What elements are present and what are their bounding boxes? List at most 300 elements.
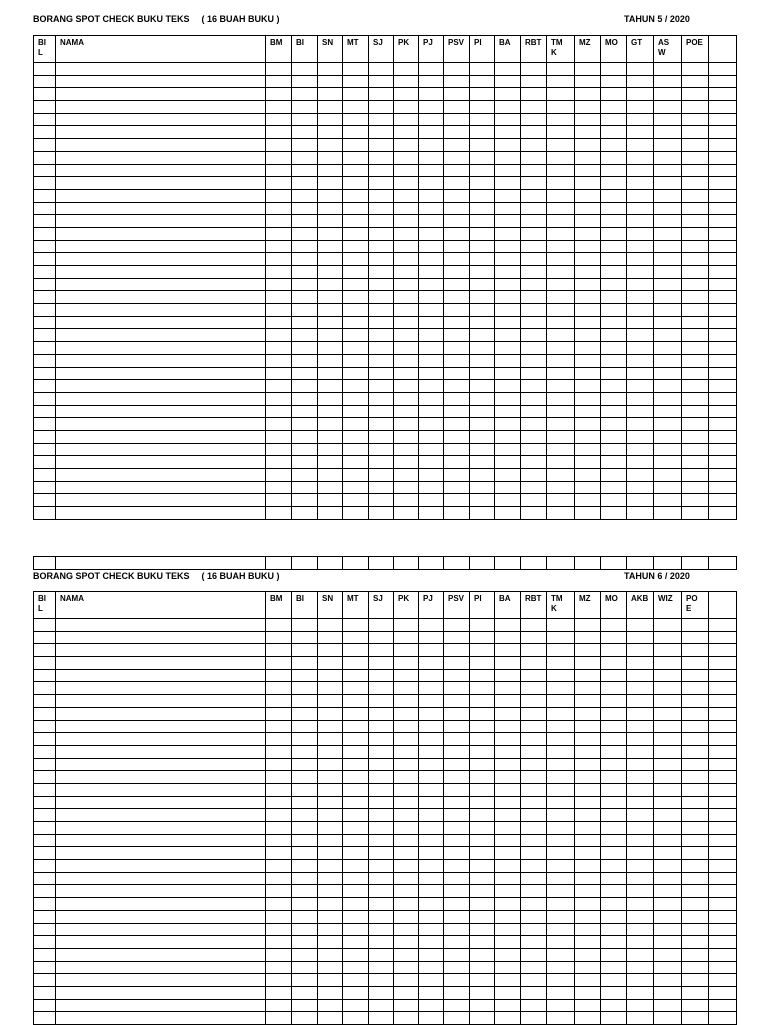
entry-cell[interactable] (292, 974, 318, 987)
entry-cell[interactable] (601, 469, 627, 482)
entry-cell[interactable] (709, 669, 737, 682)
entry-cell[interactable] (56, 443, 266, 456)
entry-cell[interactable] (444, 469, 470, 482)
entry-cell[interactable] (419, 405, 444, 418)
entry-cell[interactable] (601, 75, 627, 88)
entry-cell[interactable] (56, 342, 266, 355)
entry-cell[interactable] (56, 430, 266, 443)
entry-cell[interactable] (292, 113, 318, 126)
entry-cell[interactable] (521, 885, 547, 898)
entry-cell[interactable] (601, 910, 627, 923)
entry-cell[interactable] (682, 669, 709, 682)
entry-cell[interactable] (654, 936, 682, 949)
entry-cell[interactable] (318, 796, 343, 809)
entry-cell[interactable] (369, 469, 394, 482)
entry-cell[interactable] (266, 834, 292, 847)
entry-cell[interactable] (547, 101, 575, 114)
entry-cell[interactable] (575, 202, 601, 215)
entry-cell[interactable] (343, 189, 369, 202)
entry-cell[interactable] (56, 771, 266, 784)
entry-cell[interactable] (495, 669, 521, 682)
entry-cell[interactable] (318, 177, 343, 190)
entry-cell[interactable] (34, 101, 56, 114)
entry-cell[interactable] (495, 430, 521, 443)
entry-cell[interactable] (654, 999, 682, 1012)
entry-cell[interactable] (419, 456, 444, 469)
entry-cell[interactable] (575, 329, 601, 342)
entry-cell[interactable] (444, 392, 470, 405)
entry-cell[interactable] (318, 631, 343, 644)
entry-cell[interactable] (292, 822, 318, 835)
entry-cell[interactable] (343, 481, 369, 494)
entry-cell[interactable] (34, 557, 56, 570)
entry-cell[interactable] (601, 494, 627, 507)
entry-cell[interactable] (547, 847, 575, 860)
entry-cell[interactable] (419, 342, 444, 355)
entry-cell[interactable] (709, 822, 737, 835)
entry-cell[interactable] (547, 910, 575, 923)
entry-cell[interactable] (343, 707, 369, 720)
entry-cell[interactable] (495, 75, 521, 88)
entry-cell[interactable] (601, 266, 627, 279)
entry-cell[interactable] (627, 164, 654, 177)
entry-cell[interactable] (444, 923, 470, 936)
entry-cell[interactable] (575, 354, 601, 367)
entry-cell[interactable] (682, 707, 709, 720)
entry-cell[interactable] (547, 809, 575, 822)
entry-cell[interactable] (34, 291, 56, 304)
entry-cell[interactable] (444, 783, 470, 796)
entry-cell[interactable] (709, 215, 737, 228)
entry-cell[interactable] (627, 771, 654, 784)
entry-cell[interactable] (601, 392, 627, 405)
entry-cell[interactable] (547, 557, 575, 570)
entry-cell[interactable] (601, 430, 627, 443)
entry-cell[interactable] (682, 923, 709, 936)
entry-cell[interactable] (292, 189, 318, 202)
entry-cell[interactable] (318, 961, 343, 974)
entry-cell[interactable] (343, 733, 369, 746)
entry-cell[interactable] (682, 657, 709, 670)
entry-cell[interactable] (34, 834, 56, 847)
entry-cell[interactable] (318, 507, 343, 520)
entry-cell[interactable] (419, 253, 444, 266)
entry-cell[interactable] (56, 644, 266, 657)
entry-cell[interactable] (627, 796, 654, 809)
entry-cell[interactable] (318, 278, 343, 291)
entry-cell[interactable] (682, 631, 709, 644)
entry-cell[interactable] (318, 101, 343, 114)
entry-cell[interactable] (318, 809, 343, 822)
entry-cell[interactable] (419, 695, 444, 708)
entry-cell[interactable] (709, 872, 737, 885)
entry-cell[interactable] (419, 494, 444, 507)
entry-cell[interactable] (34, 494, 56, 507)
entry-cell[interactable] (547, 63, 575, 76)
entry-cell[interactable] (394, 278, 419, 291)
entry-cell[interactable] (292, 291, 318, 304)
entry-cell[interactable] (394, 948, 419, 961)
entry-cell[interactable] (575, 910, 601, 923)
entry-cell[interactable] (266, 999, 292, 1012)
entry-cell[interactable] (292, 733, 318, 746)
entry-cell[interactable] (343, 266, 369, 279)
entry-cell[interactable] (495, 707, 521, 720)
entry-cell[interactable] (575, 557, 601, 570)
entry-cell[interactable] (444, 367, 470, 380)
entry-cell[interactable] (654, 189, 682, 202)
entry-cell[interactable] (547, 961, 575, 974)
entry-cell[interactable] (682, 354, 709, 367)
entry-cell[interactable] (627, 63, 654, 76)
entry-cell[interactable] (343, 253, 369, 266)
entry-cell[interactable] (56, 682, 266, 695)
entry-cell[interactable] (470, 695, 495, 708)
entry-cell[interactable] (709, 240, 737, 253)
entry-cell[interactable] (266, 809, 292, 822)
entry-cell[interactable] (318, 720, 343, 733)
entry-cell[interactable] (521, 316, 547, 329)
entry-cell[interactable] (34, 304, 56, 317)
entry-cell[interactable] (654, 139, 682, 152)
entry-cell[interactable] (654, 469, 682, 482)
entry-cell[interactable] (601, 720, 627, 733)
entry-cell[interactable] (318, 75, 343, 88)
entry-cell[interactable] (56, 745, 266, 758)
entry-cell[interactable] (547, 619, 575, 632)
entry-cell[interactable] (56, 63, 266, 76)
entry-cell[interactable] (444, 631, 470, 644)
entry-cell[interactable] (318, 456, 343, 469)
entry-cell[interactable] (34, 885, 56, 898)
entry-cell[interactable] (369, 758, 394, 771)
entry-cell[interactable] (56, 88, 266, 101)
entry-cell[interactable] (34, 316, 56, 329)
entry-cell[interactable] (292, 405, 318, 418)
entry-cell[interactable] (419, 75, 444, 88)
entry-cell[interactable] (444, 456, 470, 469)
entry-cell[interactable] (292, 936, 318, 949)
entry-cell[interactable] (521, 164, 547, 177)
entry-cell[interactable] (343, 494, 369, 507)
entry-cell[interactable] (470, 657, 495, 670)
entry-cell[interactable] (266, 847, 292, 860)
entry-cell[interactable] (369, 392, 394, 405)
entry-cell[interactable] (709, 707, 737, 720)
entry-cell[interactable] (419, 783, 444, 796)
entry-cell[interactable] (654, 380, 682, 393)
entry-cell[interactable] (369, 885, 394, 898)
entry-cell[interactable] (444, 177, 470, 190)
entry-cell[interactable] (495, 771, 521, 784)
entry-cell[interactable] (266, 88, 292, 101)
entry-cell[interactable] (495, 215, 521, 228)
entry-cell[interactable] (343, 430, 369, 443)
entry-cell[interactable] (470, 481, 495, 494)
entry-cell[interactable] (521, 974, 547, 987)
entry-cell[interactable] (709, 986, 737, 999)
entry-cell[interactable] (682, 986, 709, 999)
entry-cell[interactable] (682, 898, 709, 911)
entry-cell[interactable] (654, 619, 682, 632)
entry-cell[interactable] (444, 202, 470, 215)
entry-cell[interactable] (470, 75, 495, 88)
entry-cell[interactable] (709, 771, 737, 784)
entry-cell[interactable] (682, 151, 709, 164)
entry-cell[interactable] (266, 644, 292, 657)
entry-cell[interactable] (682, 392, 709, 405)
entry-cell[interactable] (682, 809, 709, 822)
entry-cell[interactable] (547, 733, 575, 746)
entry-cell[interactable] (521, 469, 547, 482)
entry-cell[interactable] (709, 75, 737, 88)
entry-cell[interactable] (34, 443, 56, 456)
entry-cell[interactable] (292, 872, 318, 885)
entry-cell[interactable] (56, 354, 266, 367)
entry-cell[interactable] (654, 291, 682, 304)
entry-cell[interactable] (547, 227, 575, 240)
entry-cell[interactable] (470, 456, 495, 469)
entry-cell[interactable] (521, 430, 547, 443)
entry-cell[interactable] (34, 354, 56, 367)
entry-cell[interactable] (627, 405, 654, 418)
entry-cell[interactable] (343, 227, 369, 240)
entry-cell[interactable] (266, 948, 292, 961)
entry-cell[interactable] (709, 456, 737, 469)
entry-cell[interactable] (394, 215, 419, 228)
entry-cell[interactable] (575, 392, 601, 405)
entry-cell[interactable] (34, 695, 56, 708)
entry-cell[interactable] (369, 164, 394, 177)
entry-cell[interactable] (521, 631, 547, 644)
entry-cell[interactable] (34, 847, 56, 860)
entry-cell[interactable] (292, 304, 318, 317)
entry-cell[interactable] (682, 910, 709, 923)
entry-cell[interactable] (343, 367, 369, 380)
entry-cell[interactable] (419, 758, 444, 771)
entry-cell[interactable] (444, 189, 470, 202)
entry-cell[interactable] (292, 986, 318, 999)
entry-cell[interactable] (547, 494, 575, 507)
entry-cell[interactable] (444, 1012, 470, 1025)
entry-cell[interactable] (575, 847, 601, 860)
entry-cell[interactable] (470, 796, 495, 809)
entry-cell[interactable] (394, 177, 419, 190)
entry-cell[interactable] (575, 430, 601, 443)
entry-cell[interactable] (709, 113, 737, 126)
entry-cell[interactable] (627, 986, 654, 999)
entry-cell[interactable] (470, 418, 495, 431)
entry-cell[interactable] (343, 910, 369, 923)
entry-cell[interactable] (601, 316, 627, 329)
entry-cell[interactable] (682, 101, 709, 114)
entry-cell[interactable] (292, 796, 318, 809)
entry-cell[interactable] (444, 291, 470, 304)
entry-cell[interactable] (266, 986, 292, 999)
entry-cell[interactable] (419, 796, 444, 809)
entry-cell[interactable] (547, 456, 575, 469)
entry-cell[interactable] (444, 418, 470, 431)
entry-cell[interactable] (266, 202, 292, 215)
entry-cell[interactable] (682, 456, 709, 469)
entry-cell[interactable] (34, 936, 56, 949)
entry-cell[interactable] (292, 316, 318, 329)
entry-cell[interactable] (56, 733, 266, 746)
entry-cell[interactable] (56, 469, 266, 482)
entry-cell[interactable] (495, 88, 521, 101)
entry-cell[interactable] (682, 872, 709, 885)
entry-cell[interactable] (682, 113, 709, 126)
entry-cell[interactable] (419, 215, 444, 228)
entry-cell[interactable] (34, 986, 56, 999)
entry-cell[interactable] (654, 507, 682, 520)
entry-cell[interactable] (266, 974, 292, 987)
entry-cell[interactable] (343, 872, 369, 885)
entry-cell[interactable] (444, 240, 470, 253)
entry-cell[interactable] (547, 745, 575, 758)
entry-cell[interactable] (601, 189, 627, 202)
entry-cell[interactable] (627, 657, 654, 670)
entry-cell[interactable] (266, 860, 292, 873)
entry-cell[interactable] (369, 961, 394, 974)
entry-cell[interactable] (394, 695, 419, 708)
entry-cell[interactable] (654, 177, 682, 190)
entry-cell[interactable] (266, 342, 292, 355)
entry-cell[interactable] (369, 291, 394, 304)
entry-cell[interactable] (343, 682, 369, 695)
entry-cell[interactable] (709, 494, 737, 507)
entry-cell[interactable] (682, 240, 709, 253)
entry-cell[interactable] (266, 101, 292, 114)
entry-cell[interactable] (682, 469, 709, 482)
entry-cell[interactable] (495, 456, 521, 469)
entry-cell[interactable] (601, 974, 627, 987)
entry-cell[interactable] (627, 75, 654, 88)
entry-cell[interactable] (575, 986, 601, 999)
entry-cell[interactable] (521, 227, 547, 240)
entry-cell[interactable] (709, 304, 737, 317)
entry-cell[interactable] (343, 329, 369, 342)
entry-cell[interactable] (627, 923, 654, 936)
entry-cell[interactable] (470, 834, 495, 847)
entry-cell[interactable] (495, 695, 521, 708)
entry-cell[interactable] (575, 999, 601, 1012)
entry-cell[interactable] (369, 253, 394, 266)
entry-cell[interactable] (547, 507, 575, 520)
entry-cell[interactable] (627, 481, 654, 494)
entry-cell[interactable] (318, 126, 343, 139)
entry-cell[interactable] (547, 151, 575, 164)
entry-cell[interactable] (470, 430, 495, 443)
entry-cell[interactable] (601, 847, 627, 860)
entry-cell[interactable] (495, 139, 521, 152)
entry-cell[interactable] (56, 834, 266, 847)
entry-cell[interactable] (266, 507, 292, 520)
entry-cell[interactable] (318, 707, 343, 720)
entry-cell[interactable] (575, 164, 601, 177)
entry-cell[interactable] (495, 291, 521, 304)
entry-cell[interactable] (521, 278, 547, 291)
entry-cell[interactable] (318, 88, 343, 101)
entry-cell[interactable] (575, 682, 601, 695)
entry-cell[interactable] (521, 126, 547, 139)
entry-cell[interactable] (266, 758, 292, 771)
entry-cell[interactable] (318, 771, 343, 784)
entry-cell[interactable] (394, 898, 419, 911)
entry-cell[interactable] (521, 682, 547, 695)
entry-cell[interactable] (654, 164, 682, 177)
entry-cell[interactable] (654, 885, 682, 898)
entry-cell[interactable] (419, 202, 444, 215)
entry-cell[interactable] (369, 822, 394, 835)
entry-cell[interactable] (470, 999, 495, 1012)
entry-cell[interactable] (56, 631, 266, 644)
entry-cell[interactable] (495, 720, 521, 733)
entry-cell[interactable] (34, 961, 56, 974)
entry-cell[interactable] (547, 644, 575, 657)
entry-cell[interactable] (547, 1012, 575, 1025)
entry-cell[interactable] (521, 999, 547, 1012)
entry-cell[interactable] (470, 291, 495, 304)
entry-cell[interactable] (318, 240, 343, 253)
entry-cell[interactable] (292, 63, 318, 76)
entry-cell[interactable] (56, 215, 266, 228)
entry-cell[interactable] (601, 253, 627, 266)
entry-cell[interactable] (318, 758, 343, 771)
entry-cell[interactable] (470, 316, 495, 329)
entry-cell[interactable] (682, 860, 709, 873)
entry-cell[interactable] (292, 669, 318, 682)
entry-cell[interactable] (682, 367, 709, 380)
entry-cell[interactable] (369, 266, 394, 279)
entry-cell[interactable] (292, 910, 318, 923)
entry-cell[interactable] (419, 354, 444, 367)
entry-cell[interactable] (266, 822, 292, 835)
entry-cell[interactable] (654, 669, 682, 682)
entry-cell[interactable] (547, 304, 575, 317)
entry-cell[interactable] (575, 342, 601, 355)
entry-cell[interactable] (495, 177, 521, 190)
entry-cell[interactable] (34, 126, 56, 139)
entry-cell[interactable] (627, 860, 654, 873)
entry-cell[interactable] (521, 329, 547, 342)
entry-cell[interactable] (318, 202, 343, 215)
entry-cell[interactable] (627, 948, 654, 961)
entry-cell[interactable] (419, 898, 444, 911)
entry-cell[interactable] (343, 720, 369, 733)
entry-cell[interactable] (56, 380, 266, 393)
entry-cell[interactable] (682, 430, 709, 443)
entry-cell[interactable] (419, 481, 444, 494)
entry-cell[interactable] (627, 278, 654, 291)
entry-cell[interactable] (709, 961, 737, 974)
entry-cell[interactable] (709, 405, 737, 418)
entry-cell[interactable] (547, 682, 575, 695)
entry-cell[interactable] (654, 151, 682, 164)
entry-cell[interactable] (444, 63, 470, 76)
entry-cell[interactable] (292, 923, 318, 936)
entry-cell[interactable] (682, 644, 709, 657)
entry-cell[interactable] (266, 75, 292, 88)
entry-cell[interactable] (601, 101, 627, 114)
entry-cell[interactable] (343, 783, 369, 796)
entry-cell[interactable] (34, 822, 56, 835)
entry-cell[interactable] (495, 796, 521, 809)
entry-cell[interactable] (394, 720, 419, 733)
entry-cell[interactable] (444, 948, 470, 961)
entry-cell[interactable] (56, 961, 266, 974)
entry-cell[interactable] (343, 380, 369, 393)
